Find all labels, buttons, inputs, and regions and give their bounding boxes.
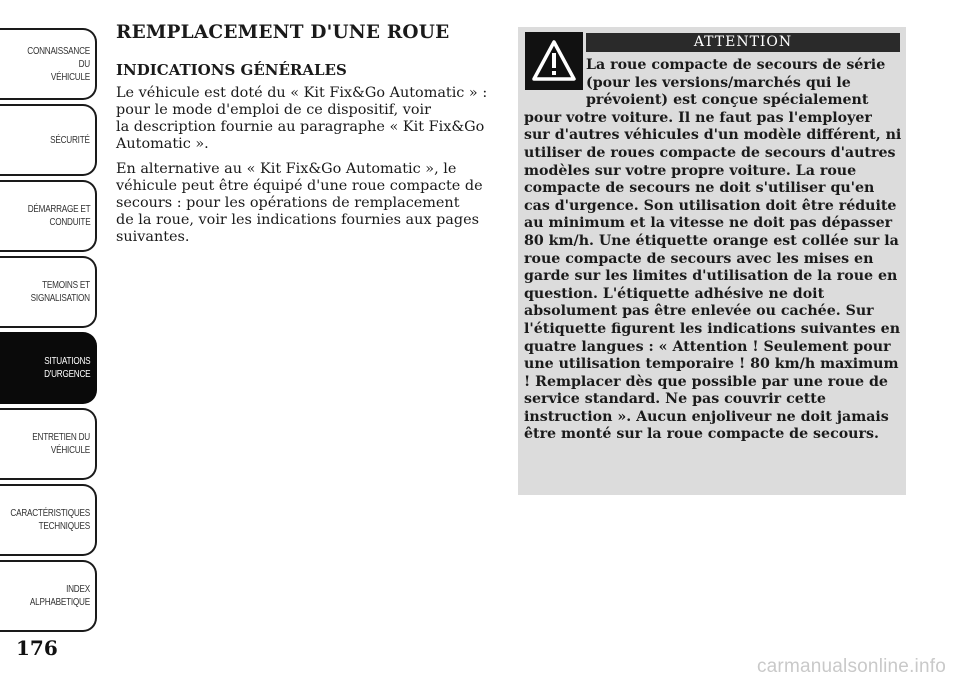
- tab-label: SITUATIONS D'URGENCE: [43, 355, 90, 380]
- tab-index-alphabetique[interactable]: [0, 560, 97, 632]
- page-number: 176: [16, 636, 58, 660]
- paragraph-compact-wheel: En alternative au « Kit Fix&Go Automatic », le véhicule peut être équipé d'une roue compacte de secours : pour les opérations de remplacement de la roue, voir les indications fournies aux pages suivantes.: [116, 161, 483, 245]
- tab-temoins-et-signalisation[interactable]: [0, 256, 97, 328]
- paragraph-kit-fix-go: Le véhicule est doté du « Kit Fix&Go Automatic » : pour le mode d'emploi de ce dispositif, voir la description fournie au paragraphe « Kit Fix&Go Automatic ».: [116, 85, 488, 152]
- tab-securite[interactable]: [0, 104, 97, 176]
- attention-box: [518, 27, 906, 495]
- main-content: [116, 22, 506, 254]
- tab-entretien-du-vehicule[interactable]: [0, 408, 97, 480]
- icon-spacer: [524, 57, 586, 93]
- page-title: REMPLACEMENT D'UNE ROUE: [116, 22, 450, 43]
- tab-connaissance-du-vehicule[interactable]: [0, 28, 97, 100]
- tab-label: CARACTÉRISTIQUES TECHNIQUES: [10, 507, 90, 532]
- tab-demarrage-et-conduite[interactable]: [0, 180, 97, 252]
- tab-label: TEMOINS ET SIGNALISATION: [30, 279, 90, 304]
- tab-label: CONNAISSANCE DU VÉHICULE: [27, 44, 90, 83]
- watermark: carmanualsonline.info: [756, 656, 946, 677]
- tab-label: INDEX ALPHABETIQUE: [29, 583, 90, 608]
- tab-caracteristiques-techniques[interactable]: [0, 484, 97, 556]
- attention-text-block: [524, 57, 902, 444]
- tab-label: SÉCURITÉ: [50, 133, 90, 146]
- tab-label: DÉMARRAGE ET CONDUITE: [27, 203, 90, 228]
- section-subtitle: INDICATIONS GÉNÉRALES: [116, 61, 347, 79]
- tab-label: ENTRETIEN DU VÉHICULE: [32, 431, 90, 456]
- attention-header: ATTENTION: [586, 33, 900, 52]
- tab-situations-d-urgence[interactable]: [0, 332, 97, 404]
- attention-text: La roue compacte de secours de série (pour les versions/marchés qui le prévoient) est conçue spécialement pour votre voiture. Il ne faut pas l'employer sur d'autres véhicules d'un modèle différent, ni utiliser de roues compacte de secours d'autres modèles sur votre propre voiture. La roue compacte de secours ne doit s'utiliser qu'en cas d'urgence. Son utilisation doit être réduite au minimum et la vitesse ne doit pas dépasser 80 km/h. Une étiquette orange est collée sur la roue compacte de secours avec les mises en garde sur les limites d'utilisation de la roue en question. L'étiquette adhésive ne doit absolument pas être enlevée ou cachée. Sur l'étiquette figurent les indications suivantes en quatre langues : « Attention ! Seulement pour une utilisation temporaire ! 80 km/h maximum ! Remplacer dès que possible par une roue de service standard. Ne pas couvrir cette instruction ». Aucun enjoliveur ne doit jamais être monté sur la roue compacte de secours.: [524, 57, 902, 443]
